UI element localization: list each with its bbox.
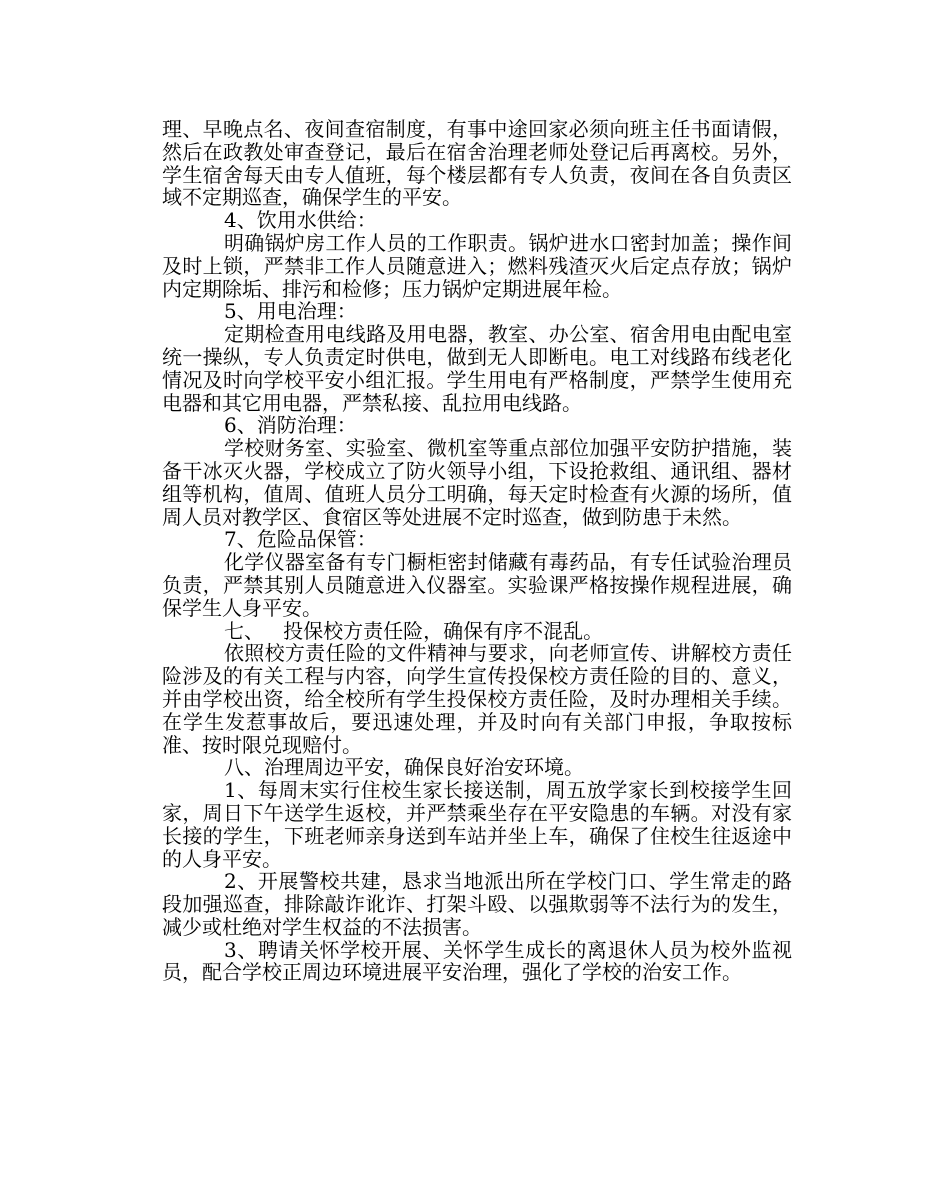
paragraph-insurance: 依照校方责任险的文件精神与要求，向老师宣传、讲解校方责任险涉及的有关工程与内容，向学生宣传投保校方责任险的目的、意义，并由学校出资，给全校所有学生投保校方责任险，及时办理相关手续。在学生发惹事故后，要迅速处理，并及时向有关部门申报，争取按标准、按时限兑现赔付。 xyxy=(162,641,792,757)
paragraph-surroundings-1: 1、每周末实行住校生家长接送制，周五放学家长到校接学生回家，周日下午送学生返校，并严禁乘坐存在平安隐患的车辆。对没有家长接的学生，下班老师亲身送到车站并坐上车，确保了住校生往返途中的人身平安。 xyxy=(162,778,792,871)
section-heading-surroundings: 八、治理周边平安，确保良好治安环境。 xyxy=(224,755,584,780)
section-heading-insurance: 七、 投保校方责任险，确保有序不混乱。 xyxy=(224,618,604,643)
paragraph-surroundings-2: 2、开展警校共建，恳求当地派出所在学校门口、学生常走的路段加强巡查，排除敲诈讹诈、打架斗殴、以强欺弱等不法行为的发生，减少或杜绝对学生权益的不法损害。 xyxy=(162,869,792,939)
section-heading-electricity: 5、用电治理： xyxy=(224,299,357,324)
paragraph-surroundings-3: 3、聘请关怀学校开展、关怀学生成长的离退休人员为校外监视员，配合学校正周边环境进展平安治理，强化了学校的治安工作。 xyxy=(162,937,792,985)
paragraph-electricity: 定期检查用电线路及用电器，教室、办公室、宿舍用电由配电室统一操纵，专人负责定时供电，做到无人即断电。电工对线路布线老化情况及时向学校平安小组汇报。学生用电有严格制度，严禁学生使用充电器和其它用电器，严禁私接、乱拉用电线路。 xyxy=(162,322,792,415)
section-heading-hazardous: 7、危险品保管： xyxy=(224,527,377,552)
section-heading-drinking-water: 4、饮用水供给： xyxy=(224,208,377,233)
paragraph-drinking-water: 明确锅炉房工作人员的工作职责。锅炉进水口密封加盖；操作间及时上锁，严禁非工作人员随意进入；燃料残渣灭火后定点存放；锅炉内定期除垢、排污和检修；压力锅炉定期进展年检。 xyxy=(162,230,792,301)
paragraph-hazardous: 化学仪器室备有专门橱柜密封储藏有毒药品，有专任试验治理员负责，严禁其别人员随意进入仪器室。实验课严格按操作规程进展，确保学生人身平安。 xyxy=(162,550,792,620)
paragraph-continued: 理、早晚点名、夜间查宿制度，有事中途回家必须向班主任书面请假，然后在政教处审查登记，最后在宿舍治理老师处登记后再离校。另外，学生宿舍每天由专人值班，每个楼层都有专人负责，夜间在各自负责区域不定期巡查，确保学生的平安。 xyxy=(162,117,792,210)
section-heading-fire: 6、消防治理： xyxy=(224,413,357,438)
paragraph-fire: 学校财务室、实验室、微机室等重点部位加强平安防护措施，装备干冰灭火器，学校成立了防火领导小组，下设抢救组、通讯组、器材组等机构，值周、值班人员分工明确，每天定时检查有火源的场所，值周人员对教学区、食宿区等处进展不定时巡查，做到防患于未然。 xyxy=(162,436,792,529)
document-page xyxy=(162,118,792,984)
